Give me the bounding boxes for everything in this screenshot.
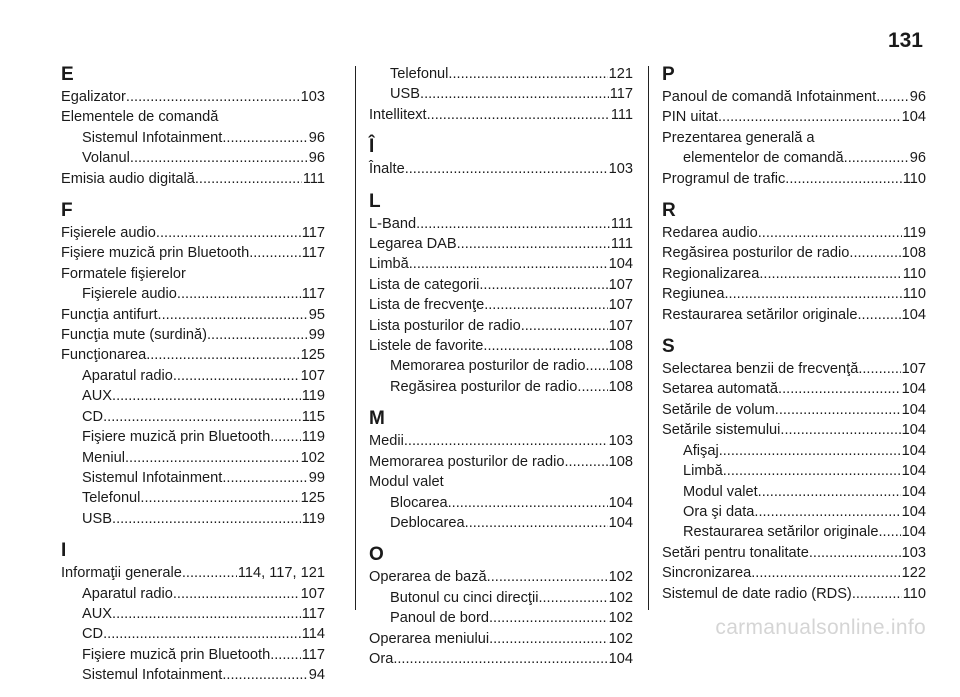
dot-leader xyxy=(778,379,901,399)
index-section xyxy=(61,200,325,529)
dot-leader xyxy=(879,522,901,542)
watermark: carmanualsonline.info xyxy=(715,616,926,639)
dot-leader xyxy=(146,345,299,365)
index-entry xyxy=(662,223,926,243)
entry-term: Blocarea xyxy=(390,494,448,511)
dot-leader xyxy=(173,584,300,604)
column-divider xyxy=(355,66,356,610)
entry-page: 99 xyxy=(308,469,325,486)
dot-leader xyxy=(780,420,900,440)
index-entry xyxy=(369,254,633,274)
index-entry xyxy=(61,223,325,243)
index-entry xyxy=(369,567,633,587)
section-letter: E xyxy=(61,64,74,85)
entry-term: Sistemul de date radio (RDS) xyxy=(662,585,852,602)
section-letter: O xyxy=(369,544,384,566)
entry-page: 108 xyxy=(901,245,926,262)
index-entry xyxy=(61,325,325,345)
index-entry xyxy=(61,488,325,508)
entry-page: 115 xyxy=(301,408,325,425)
dot-leader xyxy=(759,264,901,284)
entry-term: Sincronizarea xyxy=(662,565,752,582)
dot-leader xyxy=(585,356,607,376)
index-section xyxy=(61,64,325,189)
entry-term: Setarea automată xyxy=(662,381,779,398)
entry-page: 117 xyxy=(301,245,325,262)
dot-leader xyxy=(112,386,301,406)
entry-term: Egalizator xyxy=(61,89,126,105)
dot-leader xyxy=(785,169,901,189)
dot-leader xyxy=(130,148,308,168)
dot-leader xyxy=(483,336,607,356)
index-entry xyxy=(61,386,325,406)
index-entry xyxy=(61,305,325,325)
entry-term: Medii xyxy=(369,433,404,450)
index-entry xyxy=(61,468,325,488)
entry-term: Volanul xyxy=(82,150,130,167)
entry-term: PIN uitat xyxy=(662,109,718,126)
dot-leader xyxy=(465,513,608,533)
index-entry xyxy=(369,64,633,84)
entry-page: 111 xyxy=(610,236,633,253)
entry-term: Aparatul radio xyxy=(82,367,173,384)
dot-leader xyxy=(195,169,302,189)
dot-leader xyxy=(876,87,909,107)
index-entry xyxy=(369,356,633,376)
index-entry xyxy=(662,482,926,502)
section-letter: F xyxy=(61,200,73,222)
index-entry xyxy=(369,336,633,356)
entry-page: 104 xyxy=(901,483,926,500)
entry-page: 102 xyxy=(608,569,633,586)
dot-leader xyxy=(751,563,900,583)
entry-page: 121 xyxy=(608,66,633,82)
dot-leader xyxy=(479,275,607,295)
index-entry xyxy=(61,243,325,263)
entry-term: Sistemul Infotainment xyxy=(82,667,223,684)
entry-page: 125 xyxy=(300,347,325,364)
index-column-3 xyxy=(662,64,926,615)
entry-term: Lista de categorii xyxy=(369,276,480,293)
entry-term: Emisia audio digitală xyxy=(61,170,195,187)
entry-term: Înalte xyxy=(369,161,405,178)
dot-leader xyxy=(249,243,301,263)
index-entry xyxy=(61,264,325,284)
entry-term: Ora xyxy=(369,650,394,667)
index-entry xyxy=(662,87,926,107)
index-section xyxy=(369,544,633,669)
index-section xyxy=(369,408,633,533)
entry-term: Formatele fişierelor xyxy=(61,265,186,282)
dot-leader xyxy=(404,431,608,451)
index-entry xyxy=(61,169,325,189)
entry-term: Modul valet xyxy=(683,483,758,500)
index-entry xyxy=(662,502,926,522)
index-entry xyxy=(61,563,325,583)
index-entry xyxy=(369,159,633,179)
entry-term: Telefonul xyxy=(82,490,141,507)
entry-term: Elementele de comandă xyxy=(61,109,219,126)
dot-leader xyxy=(448,493,608,513)
entry-term: USB xyxy=(82,510,113,527)
entry-term: Fişierele audio xyxy=(61,225,156,242)
entry-term: Meniul xyxy=(82,449,125,466)
entry-page: 96 xyxy=(909,89,926,105)
dot-leader xyxy=(758,482,901,502)
entry-page: 104 xyxy=(608,514,633,531)
index-entry xyxy=(61,284,325,304)
entry-term: Listele de favorite xyxy=(369,338,484,355)
entry-page: 119 xyxy=(301,510,325,527)
index-entry xyxy=(662,522,926,542)
index-entry xyxy=(61,107,325,127)
index-column-1 xyxy=(61,64,325,697)
entry-page: 99 xyxy=(308,327,325,344)
entry-page: 104 xyxy=(901,381,926,398)
entry-page: 103 xyxy=(608,161,633,178)
page-number: 131 xyxy=(887,29,923,52)
entry-page: 122 xyxy=(901,565,926,582)
entry-page: 117 xyxy=(301,605,325,622)
index-entry xyxy=(369,452,633,472)
dot-leader xyxy=(270,645,301,665)
entry-term: Setări pentru tonalitate xyxy=(662,544,809,561)
dot-leader xyxy=(409,254,608,274)
dot-leader xyxy=(177,284,301,304)
entry-term: Limbă xyxy=(683,463,723,480)
index-entry xyxy=(369,295,633,315)
index-entry xyxy=(662,461,926,481)
entry-page: 107 xyxy=(901,361,926,378)
entry-page: 110 xyxy=(902,170,926,187)
entry-page: 107 xyxy=(608,276,633,293)
index-entry xyxy=(662,441,926,461)
index-section xyxy=(662,64,926,189)
section-letter: I xyxy=(61,540,67,562)
index-entry xyxy=(369,649,633,669)
entry-term: Legarea DAB xyxy=(369,236,457,253)
dot-leader xyxy=(393,649,607,669)
entry-page: 102 xyxy=(608,630,633,647)
index-column-2 xyxy=(369,64,633,680)
entry-term: Restaurarea setărilor originale xyxy=(683,524,879,541)
index-section xyxy=(61,540,325,685)
index-entry xyxy=(61,87,325,107)
section-letter: P xyxy=(662,64,675,85)
index-entry xyxy=(61,665,325,685)
entry-term: Memorarea posturilor de radio xyxy=(390,358,586,375)
dot-leader xyxy=(852,584,902,604)
index-entry xyxy=(369,588,633,608)
dot-leader xyxy=(809,543,901,563)
entry-term: Telefonul xyxy=(390,66,449,82)
dot-leader xyxy=(207,325,308,345)
dot-leader xyxy=(182,563,237,583)
entry-page: 94 xyxy=(308,667,325,684)
dot-leader xyxy=(222,468,307,488)
entry-term: Ora şi data xyxy=(683,503,755,520)
dot-leader xyxy=(719,441,901,461)
section-letter: R xyxy=(662,200,676,222)
entry-page: 103 xyxy=(901,544,926,561)
entry-term: Prezentarea generală a xyxy=(662,129,815,146)
index-entry xyxy=(662,379,926,399)
index-entry xyxy=(662,107,926,127)
entry-term: Sistemul Infotainment xyxy=(82,129,223,146)
index-entry xyxy=(369,377,633,397)
entry-page: 107 xyxy=(300,585,325,602)
section-letter: M xyxy=(369,408,385,430)
index-entry xyxy=(369,472,633,492)
entry-term: Deblocarea xyxy=(390,514,465,531)
index-entry xyxy=(662,305,926,325)
dot-leader xyxy=(457,234,610,254)
dot-leader xyxy=(858,359,900,379)
entry-page: 96 xyxy=(909,150,926,167)
entry-term: Operarea meniului xyxy=(369,630,490,647)
entry-page: 103 xyxy=(608,433,633,450)
entry-term: Funcţia antifurt xyxy=(61,306,158,323)
index-entry xyxy=(369,84,633,104)
index-entry xyxy=(369,105,633,125)
entry-term: Intellitext xyxy=(369,106,427,123)
entry-page: 103 xyxy=(300,89,325,105)
dot-leader xyxy=(754,502,900,522)
entry-term: Limbă xyxy=(369,256,409,273)
entry-term: Butonul cu cinci direcţii xyxy=(390,589,539,606)
entry-page: 104 xyxy=(901,524,926,541)
entry-page: 104 xyxy=(901,306,926,323)
index-entry xyxy=(61,407,325,427)
section-letter: S xyxy=(662,336,675,358)
entry-term: Setările de volum xyxy=(662,401,775,418)
entry-term: USB xyxy=(390,86,421,103)
entry-page: 102 xyxy=(608,589,633,606)
index-section xyxy=(369,64,633,125)
dot-leader xyxy=(723,461,901,481)
entry-term: Regiunea xyxy=(662,286,725,303)
index-entry xyxy=(369,513,633,533)
entry-page: 111 xyxy=(302,170,325,187)
dot-leader xyxy=(125,448,300,468)
index-entry xyxy=(61,128,325,148)
entry-term: CD xyxy=(82,626,104,643)
entry-page: 110 xyxy=(902,265,926,282)
entry-page: 119 xyxy=(301,429,325,446)
entry-term: Regăsirea posturilor de radio xyxy=(662,245,850,262)
entry-page: 107 xyxy=(300,367,325,384)
index-section xyxy=(662,336,926,604)
entry-page: 125 xyxy=(300,490,325,507)
entry-term: Restaurarea setărilor originale xyxy=(662,306,858,323)
dot-leader xyxy=(126,87,300,107)
entry-page: 104 xyxy=(901,503,926,520)
index-section xyxy=(662,200,926,325)
index-entry xyxy=(369,275,633,295)
index-entry xyxy=(369,316,633,336)
entry-page: 111 xyxy=(610,215,633,232)
entry-page: 104 xyxy=(608,256,633,273)
dot-leader xyxy=(775,400,901,420)
entry-term: Lista posturilor de radio xyxy=(369,317,521,334)
dot-leader xyxy=(112,509,301,529)
index-entry xyxy=(61,148,325,168)
index-entry xyxy=(662,359,926,379)
entry-term: Fişiere muzică prin Bluetooth xyxy=(61,245,250,262)
entry-page: 96 xyxy=(308,129,325,146)
entry-term: Sistemul Infotainment xyxy=(82,469,223,486)
entry-term: Panoul de bord xyxy=(390,610,489,627)
entry-page: 102 xyxy=(608,610,633,627)
entry-term: Selectarea benzii de frecvenţă xyxy=(662,361,859,378)
dot-leader xyxy=(103,407,301,427)
index-entry xyxy=(662,420,926,440)
dot-leader xyxy=(521,316,608,336)
entry-page: 104 xyxy=(901,422,926,439)
index-entry xyxy=(662,128,926,148)
entry-term: Redarea audio xyxy=(662,225,758,242)
dot-leader xyxy=(484,295,607,315)
entry-term: Panoul de comandă Infotainment xyxy=(662,89,877,105)
entry-term: Regăsirea posturilor de radio xyxy=(390,378,578,395)
entry-term: Setările sistemului xyxy=(662,422,781,439)
entry-term: Operarea de bază xyxy=(369,569,487,586)
entry-term: CD xyxy=(82,408,104,425)
dot-leader xyxy=(416,214,610,234)
column-divider xyxy=(648,66,649,610)
entry-page: 111 xyxy=(610,106,633,123)
entry-term: Funcţionarea xyxy=(61,347,147,364)
entry-page: 104 xyxy=(901,401,926,418)
index-entry xyxy=(662,169,926,189)
entry-term: Modul valet xyxy=(369,474,444,491)
index-entry xyxy=(61,345,325,365)
dot-leader xyxy=(427,105,610,125)
index-entry xyxy=(61,645,325,665)
index-entry xyxy=(662,148,926,168)
entry-page: 114, 117, 121 xyxy=(237,565,325,582)
dot-leader xyxy=(718,107,901,127)
index-entry xyxy=(369,234,633,254)
index-entry xyxy=(662,584,926,604)
entry-page: 114 xyxy=(301,626,325,643)
entry-term: Informaţii generale xyxy=(61,565,182,582)
dot-leader xyxy=(858,305,901,325)
entry-page: 117 xyxy=(301,286,325,303)
entry-term: AUX xyxy=(82,605,113,622)
section-letter: L xyxy=(369,190,381,212)
dot-leader xyxy=(420,84,609,104)
entry-page: 104 xyxy=(608,650,633,667)
entry-page: 104 xyxy=(608,494,633,511)
entry-term: Programul de trafic xyxy=(662,170,786,187)
entry-page: 110 xyxy=(902,585,926,602)
entry-page: 119 xyxy=(301,388,325,405)
entry-term: Fişiere muzică prin Bluetooth xyxy=(82,646,271,663)
entry-term: Fişierele audio xyxy=(82,286,177,303)
index-entry xyxy=(61,584,325,604)
dot-leader xyxy=(487,567,608,587)
dot-leader xyxy=(724,284,901,304)
entry-page: 102 xyxy=(300,449,325,466)
entry-page: 110 xyxy=(902,286,926,303)
index-entry xyxy=(662,563,926,583)
entry-page: 107 xyxy=(608,317,633,334)
index-entry xyxy=(662,400,926,420)
entry-page: 117 xyxy=(301,225,325,242)
entry-term: Funcţia mute (surdină) xyxy=(61,327,207,344)
dot-leader xyxy=(849,243,900,263)
index-entry xyxy=(369,493,633,513)
dot-leader xyxy=(448,64,607,84)
index-entry xyxy=(662,264,926,284)
entry-page: 119 xyxy=(902,225,926,242)
dot-leader xyxy=(577,377,607,397)
index-entry xyxy=(369,431,633,451)
index-entry xyxy=(662,543,926,563)
entry-term: Regionalizarea xyxy=(662,265,760,282)
dot-leader xyxy=(222,665,307,685)
index-entry xyxy=(61,427,325,447)
dot-leader xyxy=(405,159,608,179)
dot-leader xyxy=(270,427,301,447)
dot-leader xyxy=(844,148,909,168)
entry-page: 96 xyxy=(308,150,325,167)
dot-leader xyxy=(222,128,307,148)
entry-term: AUX xyxy=(82,388,113,405)
entry-page: 104 xyxy=(901,463,926,480)
entry-page: 108 xyxy=(608,453,633,470)
entry-term: Fişiere muzică prin Bluetooth xyxy=(82,429,271,446)
entry-page: 104 xyxy=(901,442,926,459)
entry-page: 104 xyxy=(901,109,926,126)
dot-leader xyxy=(158,305,308,325)
index-entry xyxy=(61,448,325,468)
entry-term: Lista de frecvenţe xyxy=(369,297,485,314)
dot-leader xyxy=(758,223,902,243)
dot-leader xyxy=(538,588,607,608)
section-letter: Î xyxy=(369,136,375,158)
entry-page: 107 xyxy=(608,297,633,314)
entry-page: 108 xyxy=(608,378,633,395)
entry-page: 108 xyxy=(608,338,633,355)
dot-leader xyxy=(564,452,607,472)
entry-page: 117 xyxy=(609,86,633,103)
index-section xyxy=(369,191,633,398)
dot-leader xyxy=(156,223,301,243)
entry-term: Afişaj xyxy=(683,442,719,459)
entry-term: elementelor de comandă xyxy=(683,150,844,167)
entry-page: 108 xyxy=(608,358,633,375)
entry-term: Aparatul radio xyxy=(82,585,173,602)
index-entry xyxy=(61,366,325,386)
index-entry xyxy=(61,509,325,529)
index-entry xyxy=(662,284,926,304)
index-entry xyxy=(662,243,926,263)
dot-leader xyxy=(140,488,299,508)
dot-leader xyxy=(173,366,300,386)
index-entry xyxy=(369,214,633,234)
entry-term: Memorarea posturilor de radio xyxy=(369,453,565,470)
entry-page: 95 xyxy=(308,306,325,323)
entry-term: L-Band xyxy=(369,215,417,232)
index-section xyxy=(369,136,633,179)
entry-page: 117 xyxy=(301,646,325,663)
